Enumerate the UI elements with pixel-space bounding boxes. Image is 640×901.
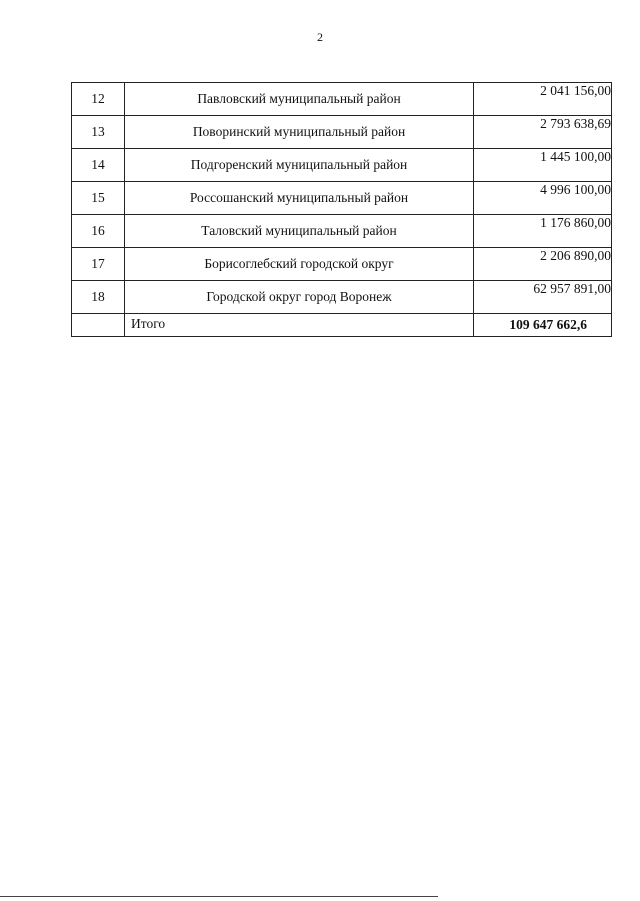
amount: 62 957 891,00 — [474, 281, 612, 314]
footer-divider — [0, 896, 438, 897]
municipality-name: Таловский муниципальный район — [125, 215, 474, 248]
table-row — [72, 182, 612, 215]
amount: 1 176 860,00 — [474, 215, 612, 248]
total-label: Итого — [125, 314, 474, 337]
amount: 4 996 100,00 — [474, 182, 612, 215]
row-number: 17 — [72, 248, 125, 281]
row-number: 13 — [72, 116, 125, 149]
municipality-name: Россошанский муниципальный район — [125, 182, 474, 215]
municipality-name: Подгоренский муниципальный район — [125, 149, 474, 182]
total-amount: 109 647 662,6 — [474, 314, 612, 337]
row-number: 16 — [72, 215, 125, 248]
table-row — [72, 149, 612, 182]
total-number-cell — [72, 314, 125, 337]
table-row — [72, 215, 612, 248]
distribution-table — [71, 82, 612, 337]
amount: 2 041 156,00 — [474, 83, 612, 116]
table-row — [72, 83, 612, 116]
municipality-name: Павловский муниципальный район — [125, 83, 474, 116]
total-row — [72, 314, 612, 337]
amount: 1 445 100,00 — [474, 149, 612, 182]
row-number: 14 — [72, 149, 125, 182]
municipality-name: Борисоглебский городской округ — [125, 248, 474, 281]
row-number: 18 — [72, 281, 125, 314]
table-row — [72, 116, 612, 149]
municipality-name: Поворинский муниципальный район — [125, 116, 474, 149]
amount: 2 206 890,00 — [474, 248, 612, 281]
municipality-name: Городской округ город Воронеж — [125, 281, 474, 314]
table-row — [72, 281, 612, 314]
table-row — [72, 248, 612, 281]
row-number: 12 — [72, 83, 125, 116]
page-number: 2 — [317, 30, 323, 44]
row-number: 15 — [72, 182, 125, 215]
amount: 2 793 638,69 — [474, 116, 612, 149]
